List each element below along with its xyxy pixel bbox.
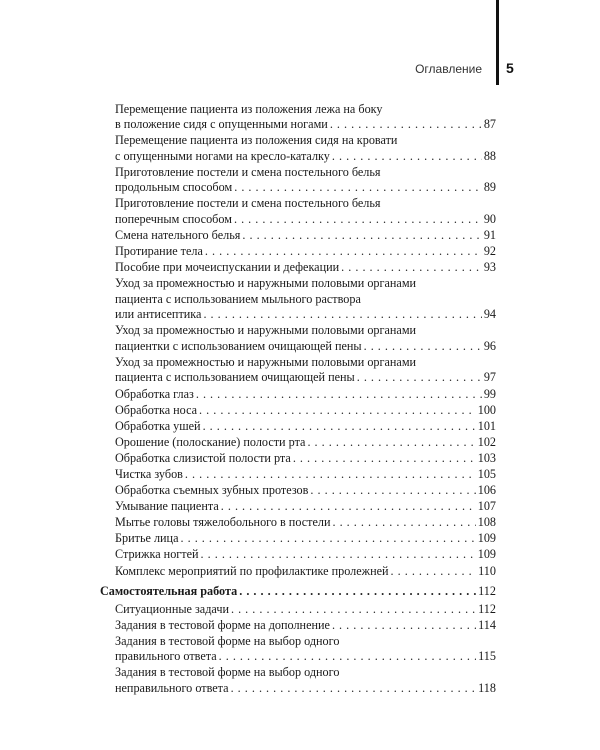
toc-entry[interactable]: [100, 483, 496, 499]
toc-entry-text: Перемещение пациента из положения сидя на кровати: [115, 133, 398, 148]
toc-section-heading[interactable]: [100, 584, 496, 600]
toc-entry[interactable]: [100, 564, 496, 580]
toc-entry-text: пациента с использованием очищающей пены: [115, 370, 355, 385]
toc-entry-text: Умывание пациента: [115, 499, 219, 514]
toc-entry-text: поперечным способом: [115, 211, 232, 226]
toc-entry-text: Уход за промежностью и наружными половыми органами: [115, 276, 417, 291]
header-vertical-rule: [496, 0, 499, 85]
toc-leader-dots: [221, 499, 476, 515]
toc-entry-text: в положение сидя с опущенными ногами: [115, 117, 328, 132]
toc-leader-dots: [391, 564, 477, 580]
toc-entry-text: Уход за промежностью и наружными половыми органами: [115, 354, 417, 369]
toc-entry[interactable]: [100, 451, 496, 467]
toc-leader-dots: [332, 618, 476, 634]
toc-entries: [100, 102, 496, 579]
toc-leader-dots: [332, 149, 482, 165]
toc-entry[interactable]: [100, 419, 496, 435]
toc-entry[interactable]: [100, 634, 496, 665]
toc-entry-text: пациентки с использованием очищающей пены: [115, 338, 362, 353]
toc-entry-text: Обработка носа: [115, 402, 198, 417]
toc-page-number: 114: [478, 617, 496, 632]
toc-leader-dots: [203, 307, 481, 323]
toc-leader-dots: [231, 681, 477, 697]
toc-entry[interactable]: [100, 260, 496, 276]
toc-entry[interactable]: [100, 323, 496, 354]
toc-leader-dots: [293, 451, 476, 467]
toc-page-number: 118: [478, 680, 496, 695]
toc-entry[interactable]: [100, 515, 496, 531]
toc-leader-dots: [330, 117, 482, 133]
toc-entry-text: Приготовление постели и смена постельного белья: [115, 164, 381, 179]
toc-entry[interactable]: [100, 467, 496, 483]
toc-page-number: 112: [478, 601, 496, 616]
toc-leader-dots: [357, 370, 482, 386]
toc-page-number: 110: [478, 563, 496, 578]
toc-page-number: 109: [477, 547, 496, 562]
running-header-title: Оглавление: [415, 62, 482, 76]
toc-entry-text: Комплекс мероприятий по профилактике пролежней: [115, 563, 389, 578]
toc-entry[interactable]: [100, 665, 496, 696]
toc-entry-text: Смена нательного белья: [115, 227, 241, 242]
table-of-contents: [100, 101, 496, 696]
toc-entry-text: Обработка съемных зубных протезов: [115, 483, 309, 498]
toc-page-number: 94: [483, 307, 496, 322]
toc-entry-text: Протирание тела: [115, 244, 203, 259]
toc-page-number: 89: [483, 180, 496, 195]
toc-entry-text: правильного ответа: [115, 649, 217, 664]
toc-section-entries: [100, 602, 496, 697]
toc-page-number: 96: [483, 338, 496, 353]
toc-entry-text: Задания в тестовой форме на дополнение: [115, 617, 330, 632]
toc-page-number: 90: [483, 211, 496, 226]
toc-leader-dots: [201, 547, 476, 563]
toc-leader-dots: [307, 435, 475, 451]
toc-leader-dots: [242, 228, 481, 244]
toc-leader-dots: [310, 483, 475, 499]
toc-page-number: 105: [477, 467, 496, 481]
toc-entry[interactable]: [100, 547, 496, 563]
toc-entry[interactable]: [100, 196, 496, 227]
toc-entry[interactable]: [100, 228, 496, 244]
toc-entry-text: Орошение (полоскание) полости рта: [115, 434, 306, 449]
toc-entry-text: Приготовление постели и смена постельного белья: [115, 196, 381, 211]
toc-entry[interactable]: [100, 355, 496, 386]
toc-entry-text: Задания в тестовой форме на выбор одного: [115, 633, 340, 648]
toc-page-number: 103: [477, 450, 496, 465]
toc-page-number: 108: [477, 515, 496, 530]
toc-entry[interactable]: [100, 403, 496, 419]
toc-entry-text: Задания в тестовой форме на выбор одного: [115, 665, 340, 680]
toc-leader-dots: [205, 244, 482, 260]
toc-entry-text: Ситуационные задачи: [115, 601, 229, 616]
toc-leader-dots: [199, 403, 476, 419]
toc-page-number: 99: [483, 386, 496, 401]
toc-page-number: 112: [478, 584, 496, 599]
toc-entry-text: Мытье головы тяжелобольного в постели: [115, 515, 331, 530]
toc-page-number: 100: [477, 402, 496, 417]
toc-entry-text: продольным способом: [115, 180, 233, 195]
toc-entry[interactable]: [100, 244, 496, 260]
toc-entry[interactable]: [100, 387, 496, 403]
toc-page-number: 101: [477, 418, 496, 433]
toc-page-number: 102: [477, 434, 496, 449]
toc-entry-text: пациента с использованием мыльного раствора: [115, 291, 361, 306]
toc-leader-dots: [234, 212, 482, 228]
toc-entry[interactable]: [100, 276, 496, 323]
toc-entry-text: с опущенными ногами на кресло-каталку: [115, 148, 330, 163]
toc-entry-text: неправильного ответа: [115, 680, 229, 695]
toc-leader-dots: [341, 260, 482, 276]
toc-section-title: Самостоятельная работа: [100, 584, 238, 599]
toc-leader-dots: [203, 419, 476, 435]
toc-leader-dots: [185, 467, 476, 483]
toc-page-number: 97: [483, 370, 496, 385]
toc-entry-text: Обработка ушей: [115, 418, 201, 433]
toc-leader-dots: [181, 531, 476, 547]
page-number: 5: [506, 60, 514, 76]
toc-entry[interactable]: [100, 133, 496, 164]
toc-entry[interactable]: [100, 602, 496, 618]
toc-page-number: 92: [483, 244, 496, 259]
toc-page-number: 107: [477, 499, 496, 514]
toc-page-number: 87: [483, 117, 496, 132]
toc-page-number: 91: [483, 227, 496, 242]
toc-entry[interactable]: [100, 435, 496, 451]
toc-leader-dots: [239, 584, 476, 600]
toc-entry-text: Уход за промежностью и наружными половыми органами: [115, 323, 417, 338]
toc-entry-text: Обработка глаз: [115, 386, 194, 401]
toc-page-number: 106: [477, 483, 496, 498]
toc-entry[interactable]: [100, 531, 496, 547]
toc-leader-dots: [219, 649, 477, 665]
toc-entry-text: Перемещение пациента из положения лежа на боку: [115, 101, 383, 116]
toc-entry-text: Обработка слизистой полости рта: [115, 450, 291, 465]
toc-entry[interactable]: [100, 499, 496, 515]
toc-entry[interactable]: [100, 102, 496, 133]
toc-page-number: 88: [483, 148, 496, 163]
toc-entry[interactable]: [100, 618, 496, 634]
toc-page-number: 109: [477, 531, 496, 546]
toc-leader-dots: [231, 602, 476, 618]
toc-entry-text: Пособие при мочеиспускании и дефекации: [115, 260, 340, 275]
toc-entry-text: или антисептика: [115, 307, 202, 322]
toc-leader-dots: [364, 339, 482, 355]
toc-leader-dots: [332, 515, 475, 531]
toc-entry[interactable]: [100, 165, 496, 196]
toc-leader-dots: [196, 387, 482, 403]
toc-entry-text: Чистка зубов: [115, 467, 183, 481]
toc-page-number: 115: [478, 649, 496, 664]
toc-leader-dots: [234, 180, 482, 196]
toc-entry-text: Стрижка ногтей: [115, 547, 199, 562]
toc-entry-text: Бритье лица: [115, 531, 179, 546]
toc-page-number: 93: [483, 260, 496, 275]
